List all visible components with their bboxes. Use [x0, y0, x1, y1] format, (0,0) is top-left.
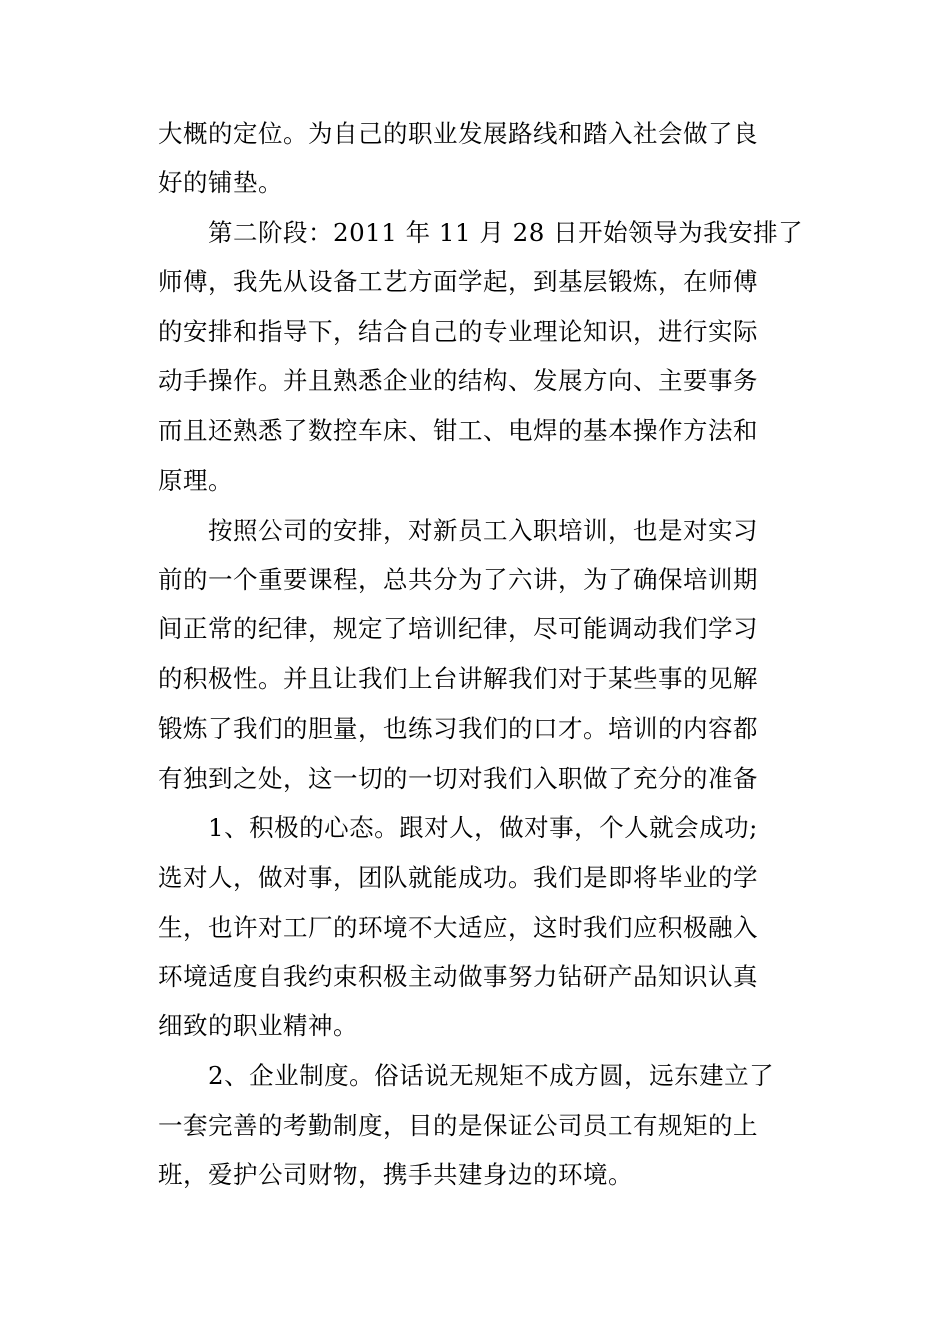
text-line: 原理。: [158, 466, 233, 495]
text-line: 选对人，做对事，团队就能成功。我们是即将毕业的学: [158, 863, 758, 892]
text-line: 前的一个重要课程，总共分为了六讲，为了确保培训期: [158, 565, 758, 594]
text-line: 动手操作。并且熟悉企业的结构、发展方向、主要事务: [158, 366, 758, 395]
text-line: 环境适度自我约束积极主动做事努力钻研产品知识认真: [158, 962, 758, 991]
text-line: 锻炼了我们的胆量，也练习我们的口才。培训的内容都: [158, 714, 758, 743]
text-line: 的积极性。并且让我们上台讲解我们对于某些事的见解: [158, 664, 758, 693]
paragraph-start-line: 按照公司的安排，对新员工入职培训，也是对实习: [208, 516, 758, 545]
paragraph-start-line: 1、积极的心态。跟对人，做对事，个人就会成功;: [208, 813, 758, 842]
text-line: 有独到之处，这一切的一切对我们入职做了充分的准备: [158, 764, 758, 793]
paragraph-start-line: 第二阶段：2011 年 11 月 28 日开始领导为我安排了: [208, 218, 804, 247]
text-line: 生，也许对工厂的环境不大适应，这时我们应积极融入: [158, 913, 758, 942]
paragraph-start-line: 2、企业制度。俗话说无规矩不成方圆，远东建立了: [208, 1061, 775, 1090]
text-line: 的安排和指导下，结合自己的专业理论知识，进行实际: [158, 317, 758, 346]
text-line: 师傅，我先从设备工艺方面学起，到基层锻炼，在师傅: [158, 267, 758, 296]
text-line: 好的铺垫。: [158, 168, 283, 197]
text-line: 细致的职业精神。: [158, 1011, 358, 1040]
text-line: 间正常的纪律，规定了培训纪律，尽可能调动我们学习: [158, 614, 758, 643]
text-line: 大概的定位。为自己的职业发展路线和踏入社会做了良: [158, 119, 758, 148]
text-line: 而且还熟悉了数控车床、钳工、电焊的基本操作方法和: [158, 416, 758, 445]
text-line: 一套完善的考勤制度，目的是保证公司员工有规矩的上: [158, 1111, 758, 1140]
text-line: 班，爱护公司财物，携手共建身边的环境。: [158, 1160, 633, 1189]
